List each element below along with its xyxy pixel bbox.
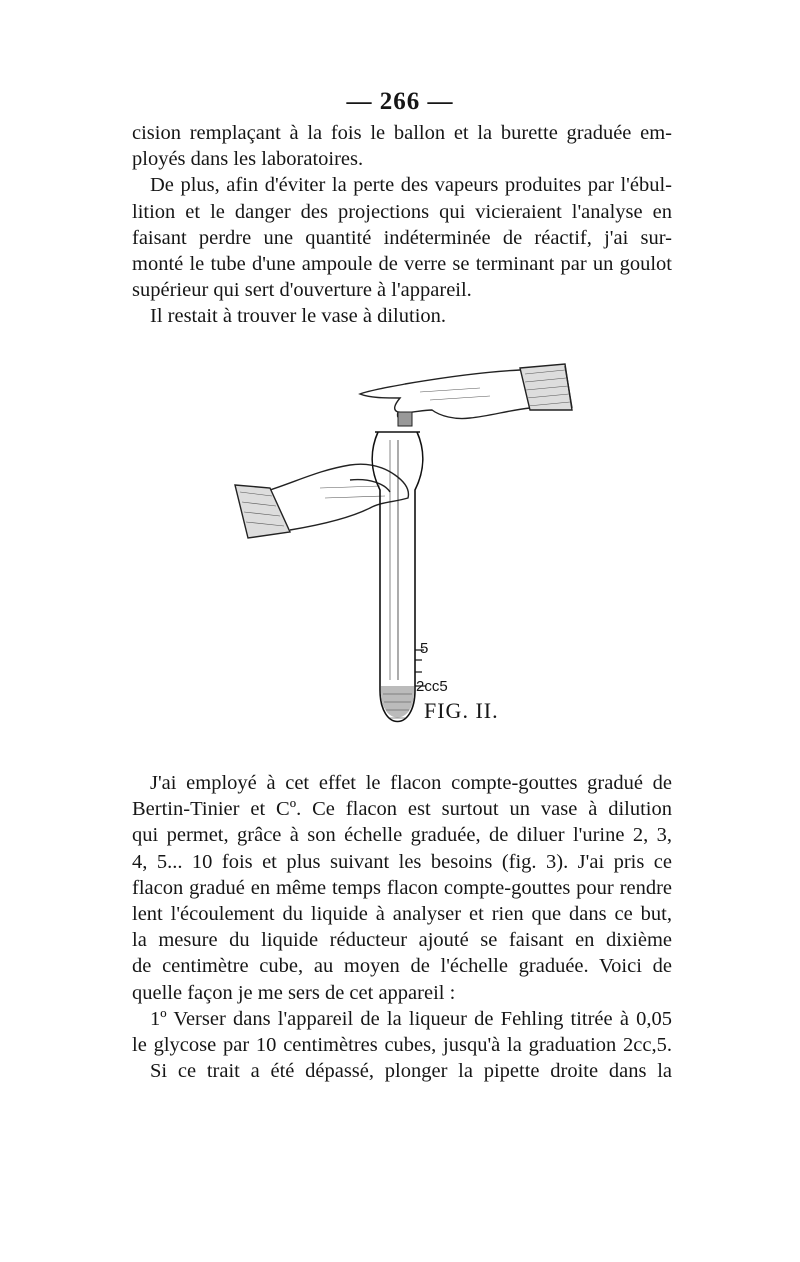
text-line: Si ce trait a été dépassé, plonger la pipette droite dans la [150, 1060, 672, 1083]
text-line: supérieur qui sert d'ouverture à l'appareil. [132, 279, 472, 302]
text-line: lent l'écoulement du liquide à analyser et rien que dans ce but, [132, 903, 672, 926]
text-line: Il restait à trouver le vase à dilution. [150, 305, 447, 328]
text-line: ployés dans les laboratoires. [132, 148, 364, 171]
figure-caption: FIG. II. [424, 698, 499, 723]
figure-illustration [220, 360, 600, 750]
text-line: monté le tube d'une ampoule de verre se terminant par un goulot [132, 253, 672, 276]
text-line: cision remplaçant à la fois le ballon et la burette graduée em- [132, 122, 672, 144]
text-line: lition et le danger des projections qui vicieraient l'analyse en [132, 200, 672, 223]
text-line: de centimètre cube, au moyen de l'échelle graduée. Voici de [132, 955, 672, 978]
text-line: Bertin-Tinier et Cº. Ce flacon est surtout un vase à dilution [132, 798, 672, 821]
text-line: quelle façon je me sers de cet appareil : [132, 981, 456, 1004]
text-line: 1º Verser dans l'appareil de la liqueur de Fehling titrée à 0,05 [150, 1007, 672, 1030]
text-line: faisant perdre une quantité indéterminée de réactif, j'ai sur- [132, 226, 672, 249]
lower-hand-drawing [235, 464, 408, 538]
text-line: qui permet, grâce à son échelle graduée, de diluer l'urine 2, 3, [132, 824, 672, 847]
text-line: le glycose par 10 centimètres cubes, jusqu'à la graduation 2cc,5. [132, 1034, 672, 1057]
tube-mark-label: 5 [420, 640, 429, 657]
text-line: De plus, afin d'éviter la perte des vapeurs produites par l'ébul- [150, 174, 672, 197]
text-line: J'ai employé à cet effet le flacon compte-gouttes gradué de [150, 772, 672, 794]
page-number: — 266 — [346, 88, 454, 115]
top-paragraphs [132, 120, 672, 330]
tube-and-hands-drawing [220, 360, 600, 750]
text-line: 4, 5... 10 fois et plus suivant les besoins (fig. 3). J'ai pris ce [132, 850, 672, 873]
text-line: flacon gradué en même temps flacon compte-gouttes pour rendre [132, 876, 672, 899]
text-line: la mesure du liquide réducteur ajouté se faisant en dixième [132, 929, 672, 952]
tube-mark-label: 2cc5 [416, 678, 448, 695]
bottom-paragraphs [132, 770, 672, 1084]
